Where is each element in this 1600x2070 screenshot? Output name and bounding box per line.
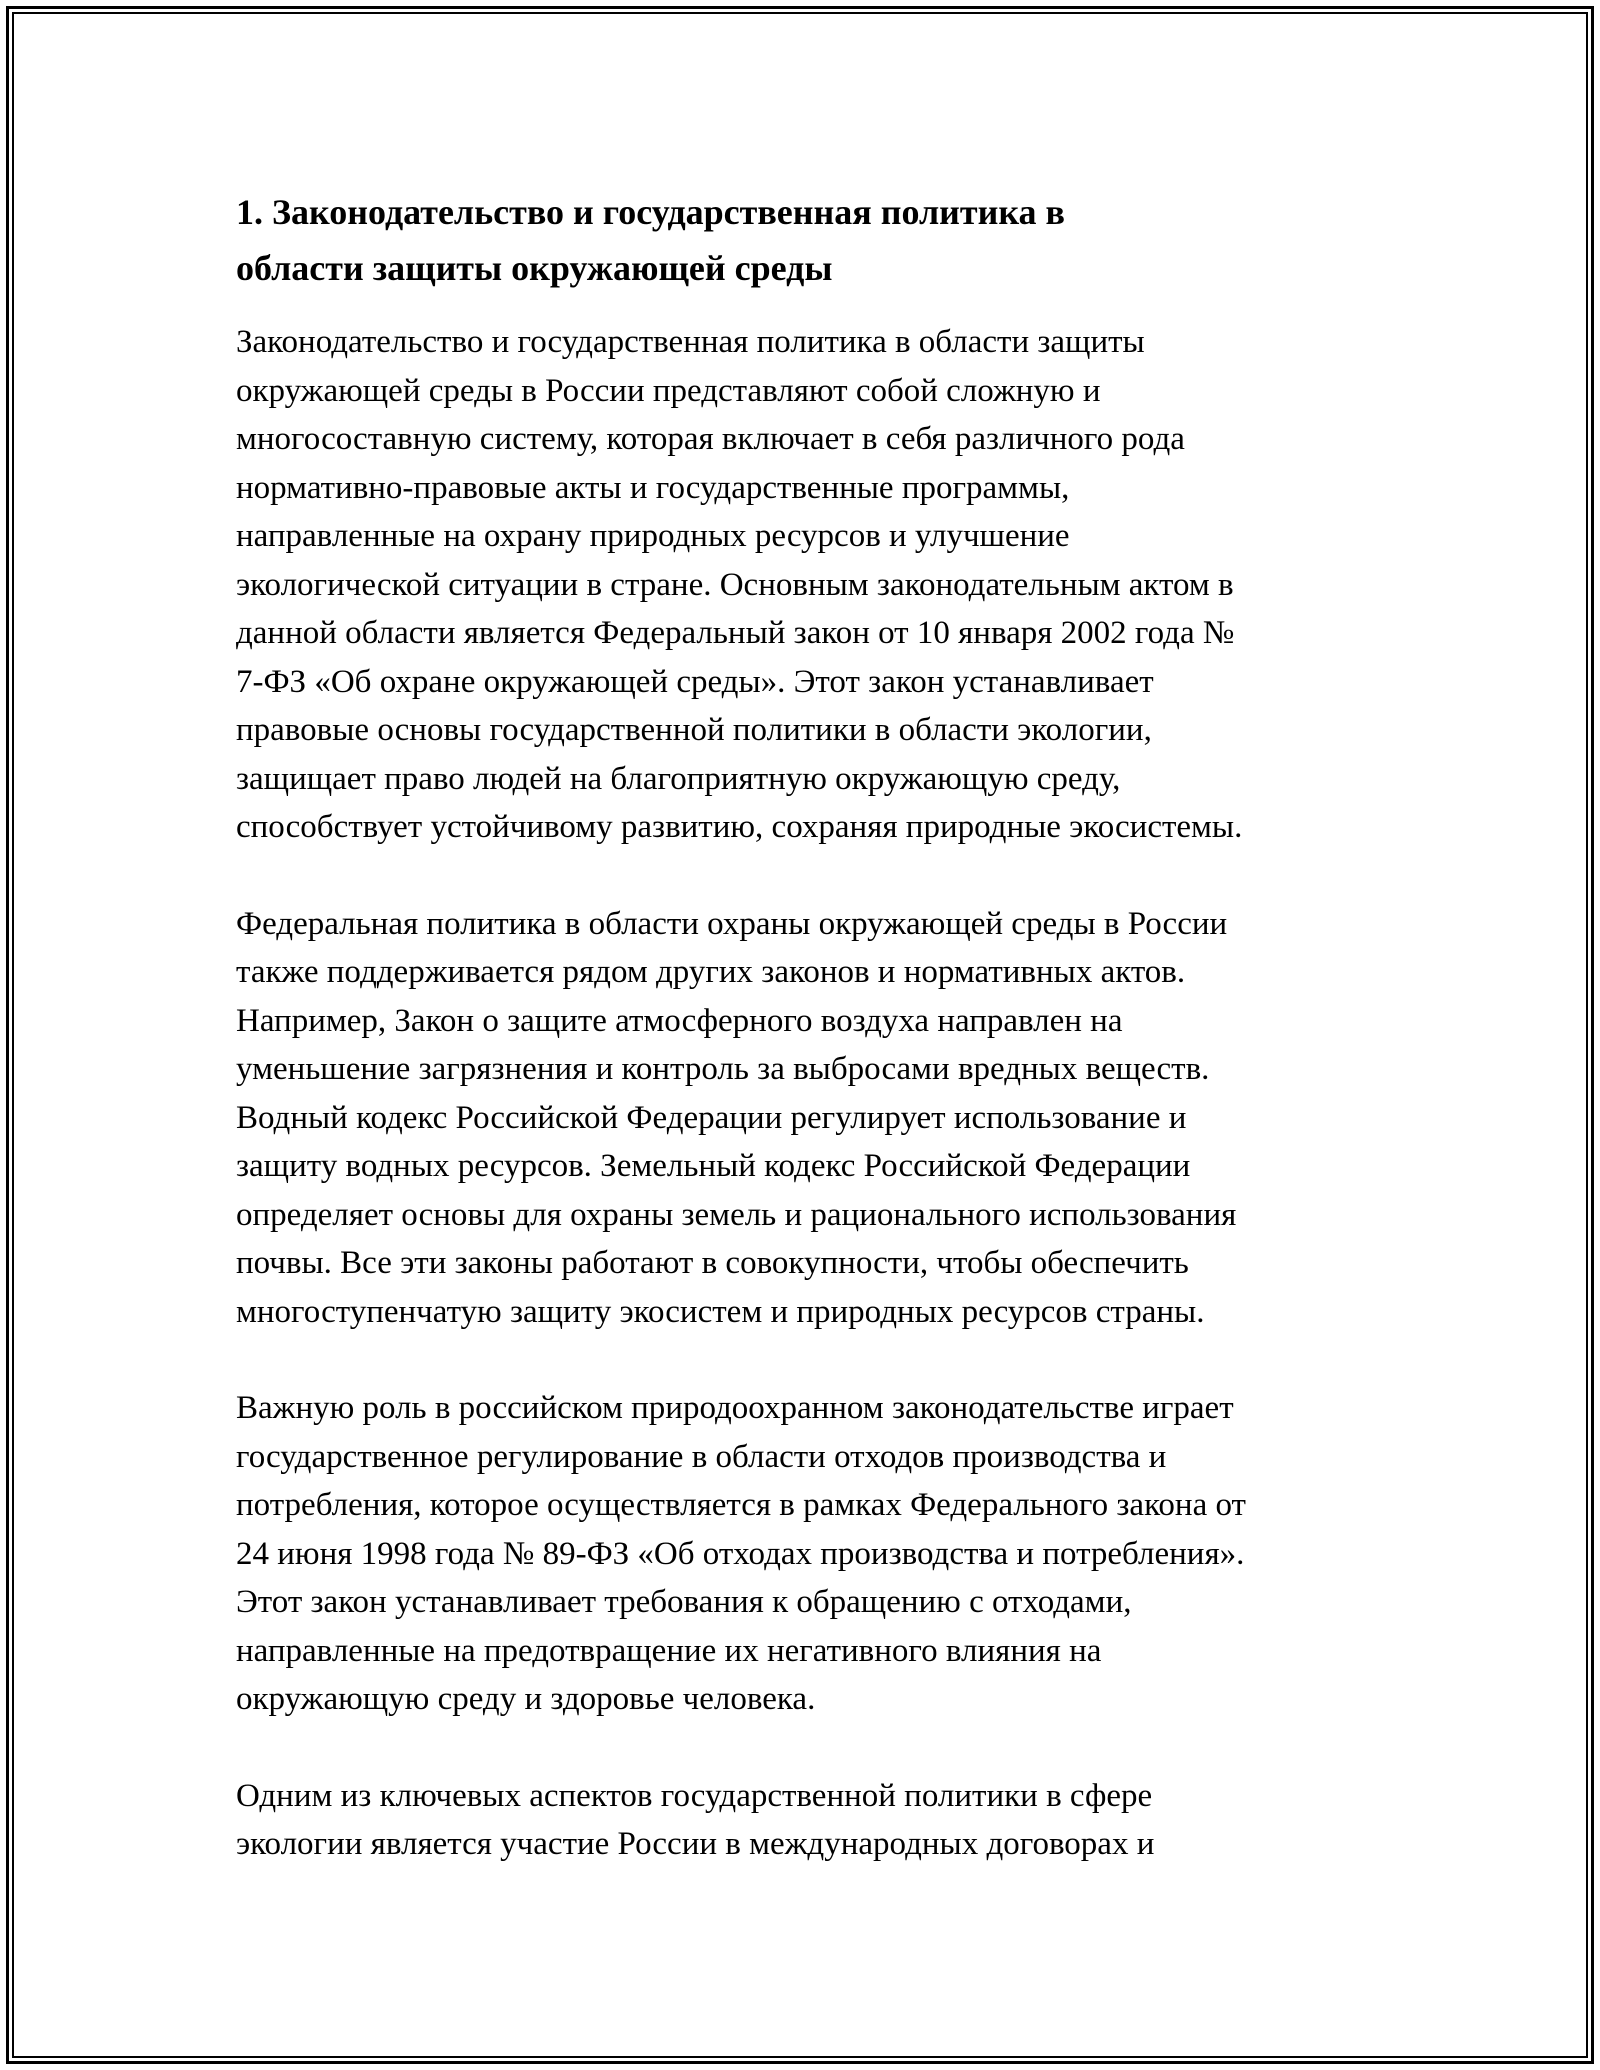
paragraph-3: Важную роль в российском природоохранном законодательстве играет государственное регулирование в области отходов производства и потребления, которое осуществляется в рамках Федерального закона от 24 июня 1998 года № 89-ФЗ «Об отходах производства и потребления». Этот закон устанавливает требования к обращению с отходами, направленные на предотвращение их негативного влияния на окружающую среду и здоровье человека. (236, 1390, 1246, 1717)
paragraph-2: Федеральная политика в области охраны окружающей среды в России также поддерживается рядом других законов и нормативных актов. Например, Закон о защите атмосферного воздуха направлен на уменьшение загрязнения и контроль за выбросами вредных веществ. Водный кодекс Российской Федерации регулирует использование и защиту водных ресурсов. Земельный кодекс Российской Федерации определяет основы для охраны земель и рационального использования почвы. Все эти законы работают в совокупности, чтобы обеспечить многоступенчатую защиту экосистем и природных ресурсов страны. (236, 905, 1237, 1330)
section-heading: 1. Законодательство и государственная политика в области защиты окружающей среды (236, 192, 1065, 288)
paragraph-4: Одним из ключевых аспектов государственной политики в сфере экологии является участие России в международных договорах и (236, 1777, 1155, 1862)
paragraph-1: Законодательство и государственная политика в области защиты окружающей среды в России представляют собой сложную и многосоставную систему, которая включает в себя различного рода нормативно-правовые акты и государственные программы, направленные на охрану природных ресурсов и улучшение экологической ситуации в стране. Основным законодательным актом в данной области является Федеральный закон от 10 января 2002 года № 7-ФЗ «Об охране окружающей среды». Этот закон устанавливает правовые основы государственной политики в области экологии, защищает право людей на благоприятную окружающую среду, способствует устойчивому развитию, сохраняя природные экосистемы. (236, 324, 1243, 845)
document-body (236, 184, 1386, 1917)
